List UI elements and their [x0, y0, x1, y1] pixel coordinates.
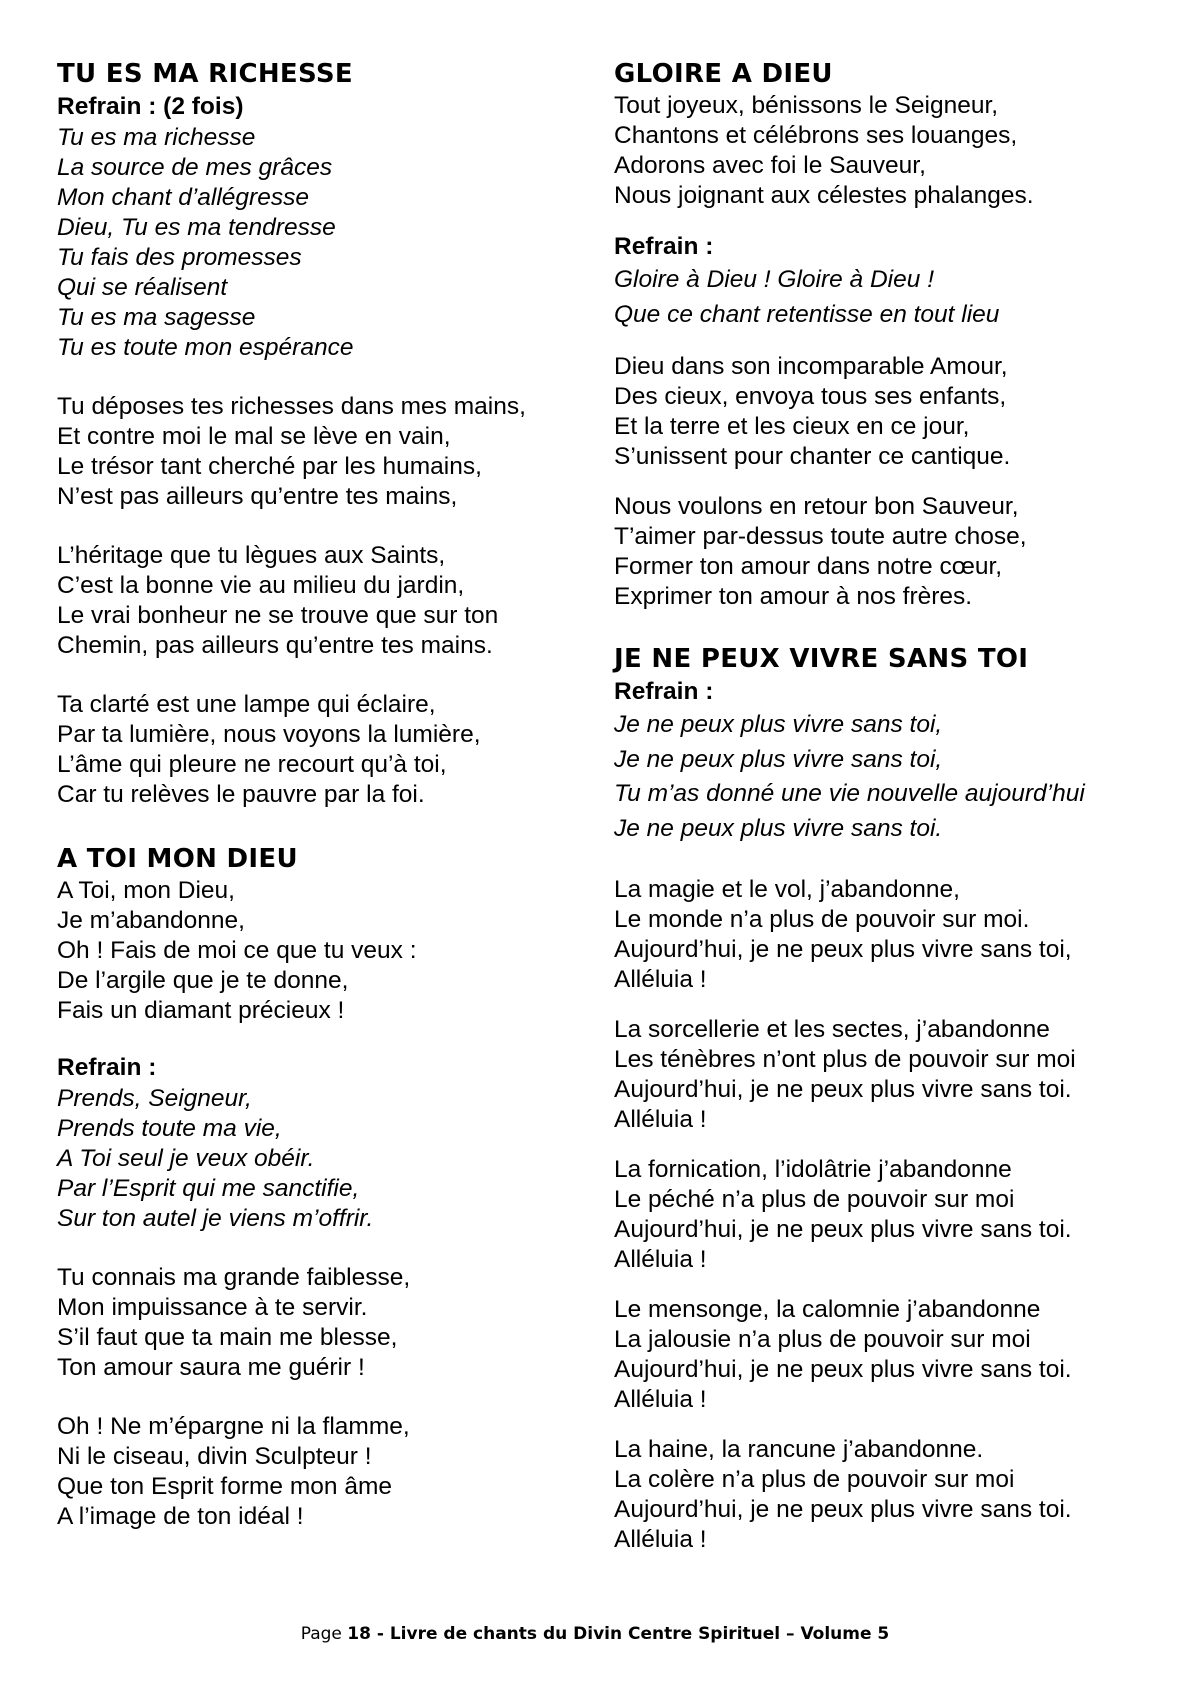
refrain-line: Tu fais des promesses	[57, 244, 302, 271]
verse-line: Nous voulons en retour bon Sauveur,	[614, 493, 1019, 520]
verse-line: Aujourd’hui, je ne peux plus vivre sans toi,	[614, 936, 1072, 963]
verse-line: T’aimer par-dessus toute autre chose,	[614, 523, 1027, 550]
verse-line: A l’image de ton idéal !	[57, 1503, 304, 1530]
refrain-line: Tu es toute mon espérance	[57, 334, 354, 361]
verse-line: Former ton amour dans notre cœur,	[614, 553, 1003, 580]
song-title: JE NE PEUX VIVRE SANS TOI	[614, 644, 1029, 674]
refrain-label: Refrain :	[614, 233, 714, 260]
refrain-line: Tu m’as donné une vie nouvelle aujourd’hui	[614, 780, 1085, 807]
verse-line: Le mensonge, la calomnie j’abandonne	[614, 1296, 1041, 1323]
refrain-line: Que ce chant retentisse en tout lieu	[614, 300, 1000, 328]
verse-line: C’est la bonne vie au milieu du jardin,	[57, 572, 465, 599]
verse-line: Je m’abandonne,	[57, 907, 245, 934]
verse-line: S’unissent pour chanter ce cantique.	[614, 443, 1011, 470]
footer-page-prefix: Page	[300, 1624, 348, 1644]
verse-line: Des cieux, envoya tous ses enfants,	[614, 383, 1007, 410]
refrain-line: Je ne peux plus vivre sans toi,	[614, 745, 943, 773]
verse-line: L’héritage que tu lègues aux Saints,	[57, 542, 446, 569]
verse-line: La fornication, l’idolâtrie j’abandonne	[614, 1156, 1012, 1183]
stanza	[614, 1155, 1174, 1275]
verse-line: Et la terre et les cieux en ce jour,	[614, 413, 970, 440]
refrain	[614, 263, 1174, 332]
verse-line: Ton amour saura me guérir !	[57, 1354, 365, 1381]
refrain-line: Mon chant d’allégresse	[57, 184, 309, 211]
verse-line: La jalousie n’a plus de pouvoir sur moi	[614, 1326, 1031, 1353]
footer-page-info: 18 - Livre de chants du Divin Centre Spirituel – Volume 5	[347, 1624, 890, 1644]
verse-line: La sorcellerie et les sectes, j’abandonne	[614, 1016, 1050, 1043]
page-footer	[0, 1623, 1190, 1645]
verse-line: Alléluia !	[614, 1106, 707, 1133]
refrain-line: Par l’Esprit qui me sanctifie,	[57, 1175, 360, 1202]
verse-line: Alléluia !	[614, 1526, 707, 1553]
song-title: GLOIRE A DIEU	[614, 59, 833, 89]
refrain	[614, 708, 1174, 846]
intro-stanza	[57, 876, 577, 1026]
verse-line: Tout joyeux, bénissons le Seigneur,	[614, 92, 999, 119]
stanza	[614, 1295, 1174, 1415]
verse-line: Et contre moi le mal se lève en vain,	[57, 423, 451, 450]
song-gloire-a-dieu	[614, 57, 1174, 612]
verse-line: Chemin, pas ailleurs qu’entre tes mains.	[57, 632, 493, 659]
verse-line: Tu connais ma grande faiblesse,	[57, 1264, 411, 1291]
verse-line: Tu déposes tes richesses dans mes mains,	[57, 393, 526, 420]
refrain-line: Dieu, Tu es ma tendresse	[57, 214, 336, 241]
refrain-line: Gloire à Dieu ! Gloire à Dieu !	[614, 266, 934, 293]
refrain-line: A Toi seul je veux obéir.	[57, 1145, 315, 1172]
verse-line: Oh ! Fais de moi ce que tu veux :	[57, 937, 417, 964]
verse-line: S’il faut que ta main me blesse,	[57, 1324, 398, 1351]
refrain-line: Prends toute ma vie,	[57, 1115, 282, 1142]
refrain-line: Je ne peux plus vivre sans toi.	[614, 814, 943, 842]
verse-line: Nous joignant aux célestes phalanges.	[614, 182, 1034, 209]
verse-line: Le trésor tant cherché par les humains,	[57, 453, 482, 480]
verse-line: Chantons et célébrons ses louanges,	[614, 122, 1018, 149]
verse-line: Par ta lumière, nous voyons la lumière,	[57, 721, 481, 748]
refrain-line: Qui se réalisent	[57, 274, 228, 301]
verse-line: La magie et le vol, j’abandonne,	[614, 876, 960, 903]
refrain	[57, 123, 577, 363]
verse-line: De l’argile que je te donne,	[57, 967, 349, 994]
stanza	[57, 541, 577, 661]
verse-line: Alléluia !	[614, 1246, 707, 1273]
verse-line: N’est pas ailleurs qu’entre tes mains,	[57, 483, 458, 510]
left-column	[57, 57, 577, 1532]
refrain	[57, 1084, 577, 1234]
stanza	[614, 875, 1174, 995]
verse-line: Que ton Esprit forme mon âme	[57, 1473, 392, 1500]
refrain-label: Refrain :	[614, 678, 714, 705]
verse-line: La haine, la rancune j’abandonne.	[614, 1436, 984, 1463]
stanza	[57, 1263, 577, 1383]
refrain-label: Refrain : (2 fois)	[57, 93, 244, 120]
song-tu-es-ma-richesse	[57, 57, 577, 810]
stanza	[57, 392, 577, 512]
verse-line: Dieu dans son incomparable Amour,	[614, 353, 1008, 380]
right-column	[614, 57, 1174, 1555]
song-je-ne-peux-vivre-sans-toi	[614, 642, 1174, 1555]
verse-line: Alléluia !	[614, 1386, 707, 1413]
verse-line: Aujourd’hui, je ne peux plus vivre sans toi.	[614, 1496, 1072, 1523]
refrain-line: Prends, Seigneur,	[57, 1085, 252, 1112]
verse-line: Les ténèbres n’ont plus de pouvoir sur moi	[614, 1046, 1076, 1073]
refrain-line: Tu es ma sagesse	[57, 304, 256, 331]
song-a-toi-mon-dieu	[57, 842, 577, 1532]
refrain-line: Tu es ma richesse	[57, 124, 256, 151]
verse-line: Aujourd’hui, je ne peux plus vivre sans toi.	[614, 1356, 1072, 1383]
refrain-line: Je ne peux plus vivre sans toi,	[614, 711, 943, 738]
stanza	[57, 1412, 577, 1532]
verse-line: Aujourd’hui, je ne peux plus vivre sans toi.	[614, 1216, 1072, 1243]
verse-line: A Toi, mon Dieu,	[57, 877, 235, 904]
song-title: A TOI MON DIEU	[57, 844, 298, 874]
verse-line: Ta clarté est une lampe qui éclaire,	[57, 691, 436, 718]
stanza	[614, 1015, 1174, 1135]
stanza	[614, 1435, 1174, 1555]
song-title: TU ES MA RICHESSE	[57, 59, 353, 89]
verse-line: Mon impuissance à te servir.	[57, 1294, 368, 1321]
stanza	[614, 352, 1174, 472]
verse-line: Exprimer ton amour à nos frères.	[614, 583, 973, 610]
verse-line: Le vrai bonheur ne se trouve que sur ton	[57, 602, 499, 629]
verse-line: Ni le ciseau, divin Sculpteur !	[57, 1443, 372, 1470]
verse-line: Le monde n’a plus de pouvoir sur moi.	[614, 906, 1030, 933]
refrain-label: Refrain :	[57, 1054, 157, 1081]
verse-line: Car tu relèves le pauvre par la foi.	[57, 781, 425, 808]
verse-line: Fais un diamant précieux !	[57, 997, 345, 1024]
verse-line: Oh ! Ne m’épargne ni la flamme,	[57, 1413, 410, 1440]
verse-line: Adorons avec foi le Sauveur,	[614, 152, 926, 179]
stanza	[614, 492, 1174, 612]
refrain-line: La source de mes grâces	[57, 154, 333, 181]
verse-line: L’âme qui pleure ne recourt qu’à toi,	[57, 751, 447, 778]
verse-line: Alléluia !	[614, 966, 707, 993]
verse-line: Aujourd’hui, je ne peux plus vivre sans toi.	[614, 1076, 1072, 1103]
verse-line: La colère n’a plus de pouvoir sur moi	[614, 1466, 1015, 1493]
intro-stanza	[614, 91, 1174, 211]
stanza	[57, 690, 577, 810]
refrain-line: Sur ton autel je viens m’offrir.	[57, 1205, 374, 1232]
verse-line: Le péché n’a plus de pouvoir sur moi	[614, 1186, 1015, 1213]
